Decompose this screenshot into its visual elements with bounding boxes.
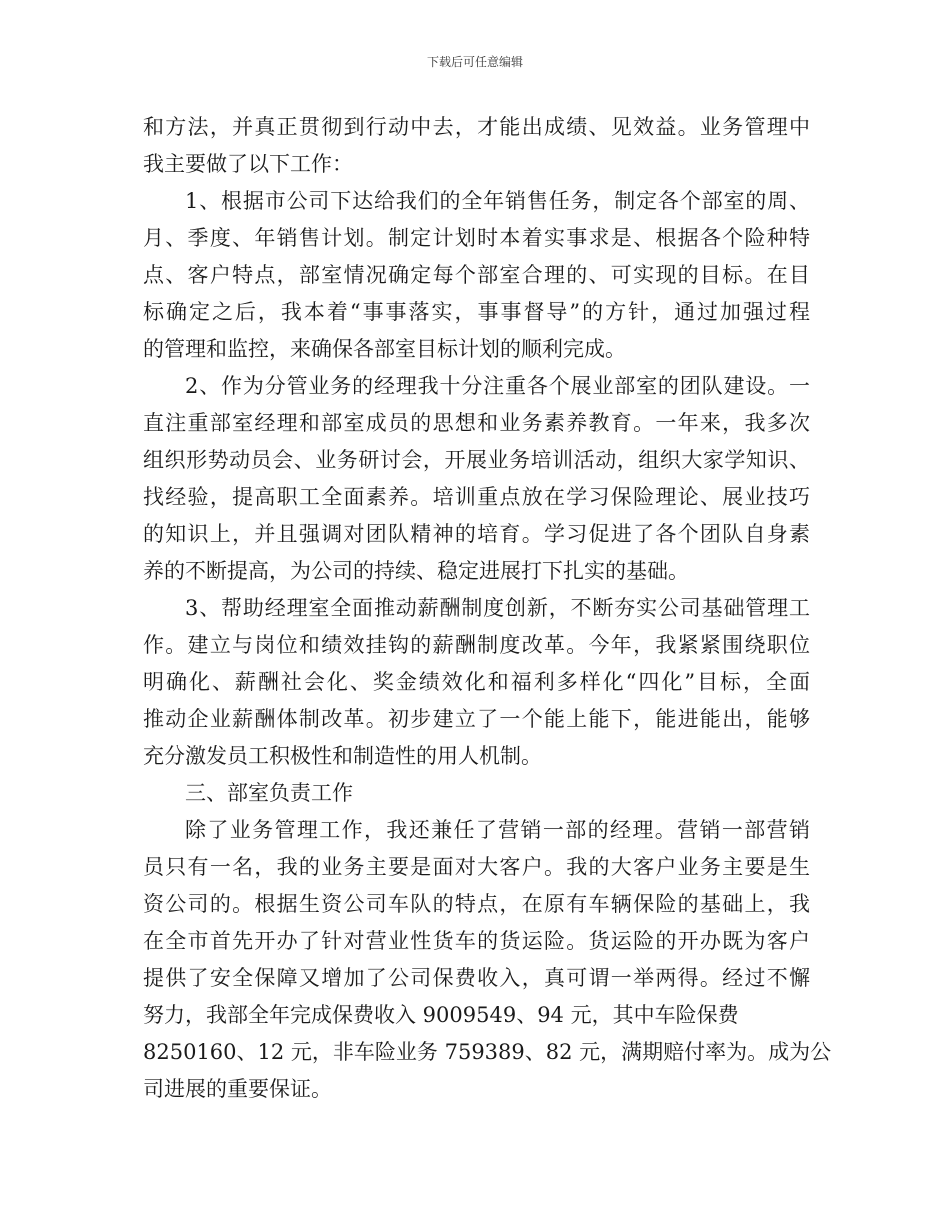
text-line: 在全市首先开办了针对营业性货车的货运险。货运险的开办既为客户 bbox=[143, 929, 810, 953]
text-line: 除了业务管理工作，我还兼任了营销一部的经理。营销一部营销 bbox=[185, 818, 810, 842]
text-line: 2、作为分管业务的经理我十分注重各个展业部室的团队建设。一 bbox=[185, 374, 810, 398]
text-line: 司进展的重要保证。 bbox=[143, 1077, 332, 1101]
text-line: 提供了安全保障又增加了公司保费收入，真可谓一举两得。经过不懈 bbox=[143, 966, 810, 990]
text-line: 明确化、薪酬社会化、奖金绩效化和福利多样化“四化”目标，全面 bbox=[143, 670, 810, 694]
text-line: 作。建立与岗位和绩效挂钩的薪酬制度改革。今年，我紧紧围绕职位 bbox=[143, 633, 810, 657]
text-line: 三、部室负责工作 bbox=[185, 781, 353, 805]
text-line: 3、帮助经理室全面推动薪酬制度创新，不断夯实公司基础管理工 bbox=[185, 596, 810, 620]
text-line: 的知识上，并且强调对团队精神的培育。学习促进了各个团队自身素 bbox=[143, 522, 810, 546]
text-line: 充分激发员工积极性和制造性的用人机制。 bbox=[143, 744, 542, 768]
text-line: 资公司的。根据生资公司车队的特点，在原有车辆保险的基础上，我 bbox=[143, 892, 810, 916]
text-line: 养的不断提高，为公司的持续、稳定进展打下扎实的基础。 bbox=[143, 559, 689, 583]
text-line: 标确定之后，我本着“事事落实，事事督导”的方针，通过加强过程 bbox=[143, 300, 810, 324]
document-body bbox=[143, 109, 832, 1108]
text-line: 月、季度、年销售计划。制定计划时本着实事求是、根据各个险种特 bbox=[143, 226, 810, 250]
text-line: 推动企业薪酬体制改革。初步建立了一个能上能下，能进能出，能够 bbox=[143, 707, 810, 731]
text-line: 组织形势动员会、业务研讨会，开展业务培训活动，组织大家学知识、 bbox=[143, 448, 810, 472]
text-line: 努力，我部全年完成保费收入 9009549、94 元，其中车险保费 bbox=[143, 1003, 739, 1027]
text-line: 1、根据市公司下达给我们的全年销售任务，制定各个部室的周、 bbox=[185, 189, 810, 213]
text-line: 员只有一名，我的业务主要是面对大客户。我的大客户业务主要是生 bbox=[143, 855, 810, 879]
text-line: 点、客户特点，部室情况确定每个部室合理的、可实现的目标。在目 bbox=[143, 263, 810, 287]
text-line: 直注重部室经理和部室成员的思想和业务素养教育。一年来，我多次 bbox=[143, 411, 810, 435]
text-line: 8250160、12 元，非车险业务 759389、82 元，满期赔付率为。成为公 bbox=[143, 1040, 832, 1064]
page-header: 下载后可任意编辑 bbox=[426, 55, 523, 69]
text-line: 我主要做了以下工作： bbox=[143, 152, 353, 176]
text-line: 的管理和监控，来确保各部室目标计划的顺利完成。 bbox=[143, 337, 626, 361]
text-line: 找经验，提高职工全面素养。培训重点放在学习保险理论、展业技巧 bbox=[143, 485, 810, 509]
text-line: 和方法，并真正贯彻到行动中去，才能出成绩、见效益。业务管理中 bbox=[143, 115, 810, 139]
